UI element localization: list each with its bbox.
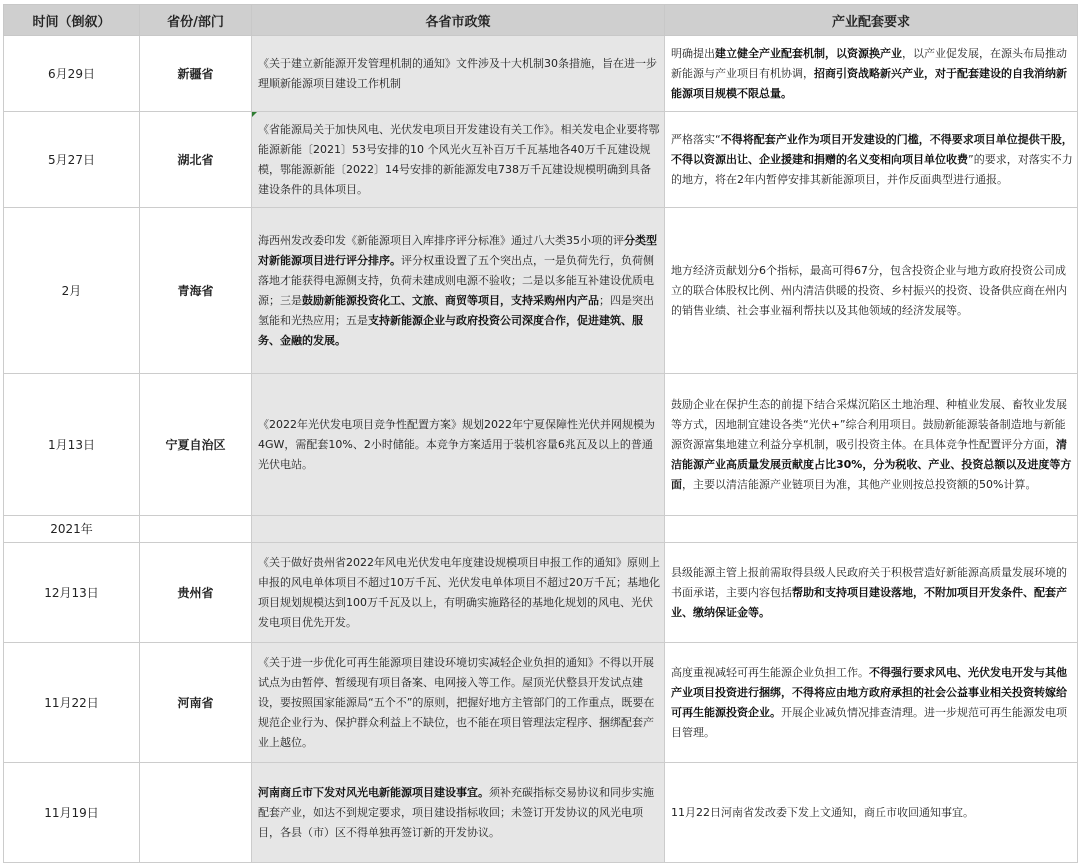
text-segment: 《关于建立新能源开发管理机制的通知》文件涉及十大机制30条措施，旨在进一步理顺新能源项目建设工作机制 <box>258 56 657 90</box>
row-time: 5月27日 <box>4 112 140 208</box>
text-segment: 地方经济贡献划分6个指标，最高可得67分，包含投资企业与地方政府投资公司成立的联合体股权比例、州内清洁供暖的投资、乡村振兴的投资、设备供应商在州内的销售业绩、社会事业福利帮扶以及其他领域的经济发展等。 <box>671 263 1067 317</box>
header-time: 时间（倒叙） <box>4 5 140 36</box>
bold-text-segment: 鼓励新能源投资化工、文旅、商贸等项目，支持采购州内产品 <box>302 293 599 307</box>
text-segment: 县级能源主管上报前需取得县级人民政府关于积极营造好新能源高质量发展环境的书面承诺，主要内容包括 <box>671 565 1067 599</box>
bold-text-segment: 分类型对新能源项目进行评分排序。 <box>258 233 657 267</box>
header-requirement: 产业配套要求 <box>665 5 1078 36</box>
policy-table <box>3 4 1078 863</box>
row-policy <box>252 763 665 863</box>
row-requirement <box>665 643 1078 763</box>
header-province: 省份/部门 <box>140 5 252 36</box>
row-requirement <box>665 112 1078 208</box>
row-time: 1月13日 <box>4 374 140 516</box>
year-row-empty <box>140 516 252 543</box>
text-segment: 海西州发改委印发《新能源项目入库排序评分标准》通过八大类35小项的评 <box>258 233 624 247</box>
row-time: 6月29日 <box>4 36 140 112</box>
row-time: 12月13日 <box>4 543 140 643</box>
row-province: 新疆省 <box>140 36 252 112</box>
row-province <box>140 763 252 863</box>
row-policy <box>252 543 665 643</box>
year-row-empty <box>665 516 1078 543</box>
row-policy <box>252 36 665 112</box>
text-segment: 《2022年光伏发电项目竞争性配置方案》规划2022年宁夏保障性光伏并网规模为4GW，需配套10%、2小时储能。本竞争方案适用于装机容量6兆瓦及以上的普通光伏电站。 <box>258 417 655 471</box>
text-segment: ”的要求，对落实不力的地方，将在2年内暂停安排其新能源项目，并作反面典型进行通报。 <box>671 152 1073 186</box>
text-segment: 明确提出 <box>671 46 715 60</box>
bold-text-segment: 清洁能源产业高质量发展贡献度占比30%，分为税收、产业、投资总额以及进度等方面 <box>671 437 1072 491</box>
bold-text-segment: 建立健全产业配套机制，以资源换产业 <box>715 46 902 60</box>
text-segment: 高度重视减轻可再生能源企业负担工作。 <box>671 665 869 679</box>
text-segment: 11月22日河南省发改委下发上文通知，商丘市收回通知事宜。 <box>671 805 974 819</box>
bold-text-segment: 招商引资战略新兴产业，对于配套建设的自我消纳新能源项目规模不限总量。 <box>671 66 1067 100</box>
bold-text-segment: 帮助和支持项目建设落地，不附加项目开发条件、配套产业、缴纳保证金等。 <box>671 585 1067 619</box>
bold-text-segment: 支持新能源企业与政府投资公司深度合作，促进建筑、服务、金融的发展。 <box>258 313 643 347</box>
row-province: 河南省 <box>140 643 252 763</box>
table-row <box>4 208 1078 374</box>
row-requirement <box>665 763 1078 863</box>
bold-text-segment: 不得强行要求风电、光伏发电开发与其他产业项目投资进行捆绑，不得将应由地方政府承担的社会公益事业相关投资转嫁给可再生能源投资企业。 <box>671 665 1067 719</box>
text-segment: ，主要以清洁能源产业链项目为准，其他产业则按总投资额的50%计算。 <box>682 477 1037 491</box>
text-segment: 《关于进一步优化可再生能源项目建设环境切实减轻企业负担的通知》不得以开展试点为由暂停、暂缓现有项目备案、电网接入等工作。屋顶光伏整县开发试点建设，要按照国家能源局“五个不”的原则，把握好地方主管部门的工作重点，既要在规范企业行为、保护群众利益上不缺位，也不能在项目管理法定程序、捆绑配套产业上越位。 <box>258 655 655 749</box>
row-time: 11月22日 <box>4 643 140 763</box>
text-segment: 鼓励企业在保护生态的前提下结合采煤沉陷区土地治理、种植业发展、畜牧业发展等方式，因地制宜建设各类“光伏+”综合利用项目。鼓励新能源装备制造地与新能源资源富集地建立利益分享机制，吸引投资主体。在具体竞争性配置评分方面， <box>671 397 1067 451</box>
header-policy: 各省市政策 <box>252 5 665 36</box>
text-segment: 开展企业减负情况排查清理。进一步规范可再生能源发电项目管理。 <box>671 705 1067 739</box>
row-province: 青海省 <box>140 208 252 374</box>
text-segment: ，以产业促发展，在源头布局推动新能源与产业项目有机协调， <box>671 46 1067 80</box>
row-requirement <box>665 374 1078 516</box>
row-requirement <box>665 36 1078 112</box>
table-row <box>4 112 1078 208</box>
table-row <box>4 36 1078 112</box>
row-province: 湖北省 <box>140 112 252 208</box>
row-requirement <box>665 208 1078 374</box>
year-row <box>4 516 1078 543</box>
row-policy <box>252 208 665 374</box>
year-label: 2021年 <box>4 516 140 543</box>
table-row <box>4 763 1078 863</box>
row-policy <box>252 643 665 763</box>
table-row <box>4 543 1078 643</box>
header-row <box>4 5 1078 36</box>
bold-text-segment: 河南商丘市下发对风光电新能源项目建设事宜。 <box>258 785 489 799</box>
text-segment: 严格落实“ <box>671 132 721 146</box>
row-province: 宁夏自治区 <box>140 374 252 516</box>
row-province: 贵州省 <box>140 543 252 643</box>
text-segment: ；四是突出氢能和光热应用；五是 <box>258 293 654 327</box>
text-segment: 评分权重设置了五个突出点，一是负荷先行，负荷侧落地才能获得电源侧支持，负荷未建成则电源不验收；二是以多能互补建设优质电源；三是 <box>258 253 654 307</box>
row-time: 11月19日 <box>4 763 140 863</box>
row-policy <box>252 112 665 208</box>
table-row <box>4 643 1078 763</box>
year-row-empty <box>252 516 665 543</box>
text-segment: 《关于做好贵州省2022年风电光伏发电年度建设规模项目申报工作的通知》原则上申报的风电单体项目不超过10万千瓦、光伏发电单体项目不超过20万千瓦；基地化项目规划规模达到100万千瓦及以上，有明确实施路径的基地化规划的风电、光伏发电项目优先开发。 <box>258 555 660 629</box>
row-policy <box>252 374 665 516</box>
row-requirement <box>665 543 1078 643</box>
table-row <box>4 374 1078 516</box>
text-segment: 《省能源局关于加快风电、光伏发电项目开发建设有关工作》。相关发电企业要将鄂能源新能〔2021〕53号安排的10 个风光火互补百万千瓦基地各40万千瓦建设规模，鄂能源新能〔2022〕14号安排的新能源发电738万千瓦建设规模明确到具备建设条件的具体项目。 <box>258 122 660 196</box>
text-segment: 须补充碳指标交易协议和同步实施配套产业，如达不到规定要求，项目建设指标收回；未签订开发协议的风光电项目，各县（市）区不得单独再签订新的开发协议。 <box>258 785 654 839</box>
bold-text-segment: 不得将配套产业作为项目开发建设的门槛，不得要求项目单位提供干股，不得以资源出让、企业援建和捐赠的名义变相向项目单位收费 <box>671 132 1073 166</box>
row-time: 2月 <box>4 208 140 374</box>
